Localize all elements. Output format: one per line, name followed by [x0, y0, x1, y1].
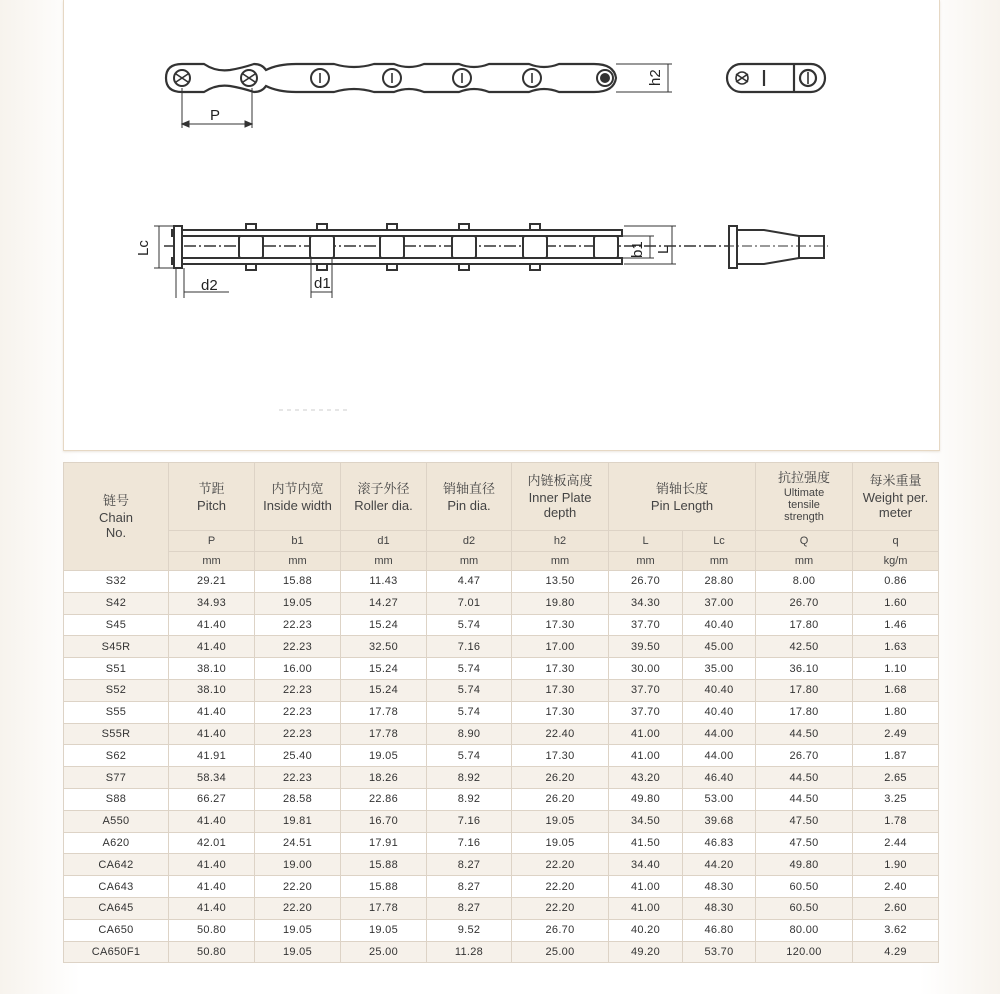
unit-cell: mm: [609, 552, 683, 571]
table-row: [64, 636, 939, 658]
symbol-cell: L: [609, 531, 683, 552]
table-cell: 17.30: [512, 701, 609, 723]
table-row: [64, 571, 939, 593]
table-cell: 46.40: [683, 767, 756, 789]
table-cell: 42.01: [169, 832, 255, 854]
table-cell: 26.20: [512, 767, 609, 789]
table-cell: 34.50: [609, 810, 683, 832]
table-cell: 41.40: [169, 854, 255, 876]
table-cell: 5.74: [427, 701, 512, 723]
roller: [594, 236, 618, 258]
chain-no-cell: CA642: [64, 854, 169, 876]
dim-label-d2: d2: [201, 277, 218, 294]
roller: [452, 236, 476, 258]
table-cell: 8.27: [427, 876, 512, 898]
symbol-row: [64, 531, 939, 552]
table-cell: 41.00: [609, 876, 683, 898]
table-cell: 40.40: [683, 614, 756, 636]
table-cell: 41.50: [609, 832, 683, 854]
table-cell: 40.40: [683, 679, 756, 701]
table-cell: 41.00: [609, 897, 683, 919]
table-cell: 22.23: [255, 636, 341, 658]
table-cell: 7.16: [427, 636, 512, 658]
table-cell: 25.00: [341, 941, 427, 963]
table-cell: 22.20: [255, 897, 341, 919]
table-cell: 22.20: [512, 897, 609, 919]
table-cell: 17.80: [756, 701, 853, 723]
table-cell: 43.20: [609, 767, 683, 789]
unit-cell: mm: [427, 552, 512, 571]
chain-spec-table: [63, 462, 939, 963]
symbol-cell: q: [853, 531, 939, 552]
table-row: [64, 767, 939, 789]
dim-label-h2: h2: [647, 69, 664, 86]
table-cell: 2.65: [853, 767, 939, 789]
table-cell: 17.78: [341, 701, 427, 723]
symbol-cell: P: [169, 531, 255, 552]
dim-label-d1: d1: [314, 275, 331, 292]
table-cell: 1.68: [853, 679, 939, 701]
unit-cell: mm: [756, 552, 853, 571]
chain-no-cell: S88: [64, 788, 169, 810]
table-cell: 15.88: [341, 876, 427, 898]
table-cell: 44.50: [756, 767, 853, 789]
table-cell: 37.70: [609, 701, 683, 723]
table-cell: 53.70: [683, 941, 756, 963]
roller: [380, 236, 404, 258]
chain-no-cell: CA650F1: [64, 941, 169, 963]
header-plate-depth: 内链板高度 Inner Plate depth: [512, 463, 609, 531]
table-cell: 19.05: [512, 832, 609, 854]
chain-no-cell: S52: [64, 679, 169, 701]
table-cell: 1.46: [853, 614, 939, 636]
table-cell: 66.27: [169, 788, 255, 810]
table-cell: 11.43: [341, 571, 427, 593]
table-cell: 37.00: [683, 592, 756, 614]
table-cell: 44.20: [683, 854, 756, 876]
chain-technical-drawing: [64, 0, 939, 450]
table-cell: 3.62: [853, 919, 939, 941]
table-cell: 44.00: [683, 723, 756, 745]
table-cell: 41.40: [169, 723, 255, 745]
table-cell: 7.16: [427, 832, 512, 854]
table-cell: 2.60: [853, 897, 939, 919]
table-cell: 80.00: [756, 919, 853, 941]
table-cell: 22.23: [255, 679, 341, 701]
spec-table-body: [64, 571, 939, 963]
table-cell: 24.51: [255, 832, 341, 854]
table-cell: 15.24: [341, 679, 427, 701]
table-cell: 47.50: [756, 810, 853, 832]
table-cell: 41.40: [169, 636, 255, 658]
table-cell: 7.01: [427, 592, 512, 614]
table-cell: 50.80: [169, 919, 255, 941]
table-cell: 44.50: [756, 788, 853, 810]
table-cell: 49.80: [756, 854, 853, 876]
table-cell: 41.40: [169, 614, 255, 636]
table-cell: 120.00: [756, 941, 853, 963]
symbol-cell: Q: [756, 531, 853, 552]
table-cell: 17.30: [512, 658, 609, 680]
table-cell: 2.44: [853, 832, 939, 854]
table-cell: 32.50: [341, 636, 427, 658]
table-cell: 22.23: [255, 701, 341, 723]
unit-cell: mm: [341, 552, 427, 571]
symbol-cell: b1: [255, 531, 341, 552]
table-cell: 26.70: [609, 571, 683, 593]
table-cell: 45.00: [683, 636, 756, 658]
table-row: [64, 745, 939, 767]
table-row: [64, 723, 939, 745]
table-cell: 17.78: [341, 723, 427, 745]
unit-cell: mm: [683, 552, 756, 571]
table-cell: 8.90: [427, 723, 512, 745]
table-cell: 38.10: [169, 679, 255, 701]
table-cell: 2.40: [853, 876, 939, 898]
chain-no-cell: A620: [64, 832, 169, 854]
table-cell: 16.70: [341, 810, 427, 832]
table-cell: 35.00: [683, 658, 756, 680]
table-cell: 22.40: [512, 723, 609, 745]
table-cell: 48.30: [683, 876, 756, 898]
header-zh: 链号: [102, 493, 129, 508]
table-cell: 46.80: [683, 919, 756, 941]
table-cell: 34.93: [169, 592, 255, 614]
table-row: [64, 701, 939, 723]
unit-cell: kg/m: [853, 552, 939, 571]
chain-no-cell: S51: [64, 658, 169, 680]
chain-no-cell: CA643: [64, 876, 169, 898]
header-pitch: 节距 Pitch: [169, 463, 255, 531]
table-cell: 8.27: [427, 854, 512, 876]
table-cell: 1.87: [853, 745, 939, 767]
chain-no-cell: S55: [64, 701, 169, 723]
table-cell: 19.81: [255, 810, 341, 832]
table-cell: 37.70: [609, 679, 683, 701]
header-roller-dia: 滚子外径 Roller dia.: [341, 463, 427, 531]
unit-row: [64, 552, 939, 571]
table-cell: 41.91: [169, 745, 255, 767]
chain-no-cell: S77: [64, 767, 169, 789]
table-cell: 58.34: [169, 767, 255, 789]
table-cell: 17.91: [341, 832, 427, 854]
roller: [310, 236, 334, 258]
table-cell: 19.05: [255, 592, 341, 614]
end-view-pin: [729, 226, 737, 268]
table-cell: 15.88: [255, 571, 341, 593]
table-cell: 41.00: [609, 745, 683, 767]
header-en: Chain No.: [99, 510, 133, 540]
table-cell: 40.40: [683, 701, 756, 723]
table-cell: 26.70: [756, 745, 853, 767]
roller: [523, 236, 547, 258]
table-cell: 19.05: [341, 745, 427, 767]
table-cell: 1.10: [853, 658, 939, 680]
table-cell: 8.92: [427, 767, 512, 789]
table-cell: 50.80: [169, 941, 255, 963]
table-cell: 22.23: [255, 723, 341, 745]
table-cell: 15.24: [341, 658, 427, 680]
table-cell: 41.40: [169, 701, 255, 723]
chain-no-cell: S45: [64, 614, 169, 636]
table-cell: 9.52: [427, 919, 512, 941]
table-cell: 0.86: [853, 571, 939, 593]
table-row: [64, 679, 939, 701]
table-cell: 13.50: [512, 571, 609, 593]
table-cell: 15.24: [341, 614, 427, 636]
chain-no-cell: S32: [64, 571, 169, 593]
table-row: [64, 941, 939, 963]
chain-no-cell: S42: [64, 592, 169, 614]
table-cell: 22.86: [341, 788, 427, 810]
table-cell: 41.40: [169, 810, 255, 832]
table-cell: 39.50: [609, 636, 683, 658]
table-cell: 60.50: [756, 897, 853, 919]
table-cell: 5.74: [427, 679, 512, 701]
table-row: [64, 788, 939, 810]
table-cell: 17.30: [512, 679, 609, 701]
table-cell: 22.23: [255, 614, 341, 636]
header-tensile-strength: 抗拉强度 Ultimate tensile strength: [756, 463, 853, 531]
table-cell: 29.21: [169, 571, 255, 593]
table-row: [64, 919, 939, 941]
table-cell: 19.05: [255, 941, 341, 963]
table-cell: 18.26: [341, 767, 427, 789]
table-cell: 22.20: [255, 876, 341, 898]
table-cell: 37.70: [609, 614, 683, 636]
table-row: [64, 832, 939, 854]
chain-no-cell: A550: [64, 810, 169, 832]
table-cell: 26.20: [512, 788, 609, 810]
table-cell: 1.63: [853, 636, 939, 658]
header-inside-width: 内节内宽 Inside width: [255, 463, 341, 531]
pin-end: [174, 226, 182, 268]
table-cell: 36.10: [756, 658, 853, 680]
symbol-cell: d2: [427, 531, 512, 552]
table-cell: 22.23: [255, 767, 341, 789]
table-cell: 8.92: [427, 788, 512, 810]
table-cell: 19.05: [512, 810, 609, 832]
table-cell: 38.10: [169, 658, 255, 680]
chain-drawing-panel: [63, 0, 940, 451]
table-cell: 1.90: [853, 854, 939, 876]
chain-no-cell: S45R: [64, 636, 169, 658]
table-cell: 19.05: [341, 919, 427, 941]
table-cell: 28.58: [255, 788, 341, 810]
dim-label-L: L: [655, 245, 672, 254]
table-cell: 8.27: [427, 897, 512, 919]
chain-no-cell: CA645: [64, 897, 169, 919]
table-cell: 42.50: [756, 636, 853, 658]
dim-label-Lc: Lc: [135, 240, 152, 256]
table-row: [64, 658, 939, 680]
table-cell: 1.78: [853, 810, 939, 832]
table-cell: 49.80: [609, 788, 683, 810]
symbol-cell: d1: [341, 531, 427, 552]
table-cell: 1.80: [853, 701, 939, 723]
table-row: [64, 592, 939, 614]
table-cell: 34.30: [609, 592, 683, 614]
header-weight: 每米重量 Weight per. meter: [853, 463, 939, 531]
unit-cell: mm: [169, 552, 255, 571]
roller: [239, 236, 263, 258]
header-chain-no: [64, 463, 169, 571]
table-cell: 44.00: [683, 745, 756, 767]
table-cell: 4.47: [427, 571, 512, 593]
table-cell: 1.60: [853, 592, 939, 614]
chain-no-cell: CA650: [64, 919, 169, 941]
table-row: [64, 810, 939, 832]
table-cell: 25.00: [512, 941, 609, 963]
unit-cell: mm: [512, 552, 609, 571]
table-cell: 17.80: [756, 679, 853, 701]
table-cell: 39.68: [683, 810, 756, 832]
table-cell: 19.05: [255, 919, 341, 941]
table-cell: 19.00: [255, 854, 341, 876]
table-cell: 7.16: [427, 810, 512, 832]
table-row: [64, 897, 939, 919]
table-cell: 60.50: [756, 876, 853, 898]
table-cell: 41.40: [169, 897, 255, 919]
symbol-cell: h2: [512, 531, 609, 552]
table-cell: 44.50: [756, 723, 853, 745]
header-pin-length: 销轴长度 Pin Length: [609, 463, 756, 531]
table-cell: 5.74: [427, 658, 512, 680]
table-cell: 49.20: [609, 941, 683, 963]
table-cell: 30.00: [609, 658, 683, 680]
chain-no-cell: S55R: [64, 723, 169, 745]
table-cell: 28.80: [683, 571, 756, 593]
table-cell: 40.20: [609, 919, 683, 941]
table-cell: 5.74: [427, 614, 512, 636]
table-cell: 41.00: [609, 723, 683, 745]
table-cell: 26.70: [512, 919, 609, 941]
table-row: [64, 614, 939, 636]
table-cell: 22.20: [512, 876, 609, 898]
unit-cell: mm: [255, 552, 341, 571]
table-cell: 2.49: [853, 723, 939, 745]
table-cell: 47.50: [756, 832, 853, 854]
table-cell: 34.40: [609, 854, 683, 876]
table-row: [64, 854, 939, 876]
table-row: [64, 876, 939, 898]
table-cell: 19.80: [512, 592, 609, 614]
table-cell: 22.20: [512, 854, 609, 876]
table-cell: 17.80: [756, 614, 853, 636]
table-cell: 4.29: [853, 941, 939, 963]
table-cell: 14.27: [341, 592, 427, 614]
table-cell: 15.88: [341, 854, 427, 876]
table-cell: 8.00: [756, 571, 853, 593]
table-cell: 25.40: [255, 745, 341, 767]
symbol-cell: Lc: [683, 531, 756, 552]
table-cell: 16.00: [255, 658, 341, 680]
table-cell: 48.30: [683, 897, 756, 919]
table-cell: 17.00: [512, 636, 609, 658]
dim-label-P: P: [210, 107, 221, 124]
table-cell: 46.83: [683, 832, 756, 854]
table-cell: 17.78: [341, 897, 427, 919]
header-pin-dia: 销轴直径 Pin dia.: [427, 463, 512, 531]
table-cell: 53.00: [683, 788, 756, 810]
table-cell: 41.40: [169, 876, 255, 898]
table-cell: 17.30: [512, 614, 609, 636]
chain-no-cell: S62: [64, 745, 169, 767]
table-cell: 5.74: [427, 745, 512, 767]
table-cell: 11.28: [427, 941, 512, 963]
table-cell: 26.70: [756, 592, 853, 614]
table-cell: 17.30: [512, 745, 609, 767]
table-cell: 3.25: [853, 788, 939, 810]
dim-label-b1: b1: [629, 241, 646, 258]
